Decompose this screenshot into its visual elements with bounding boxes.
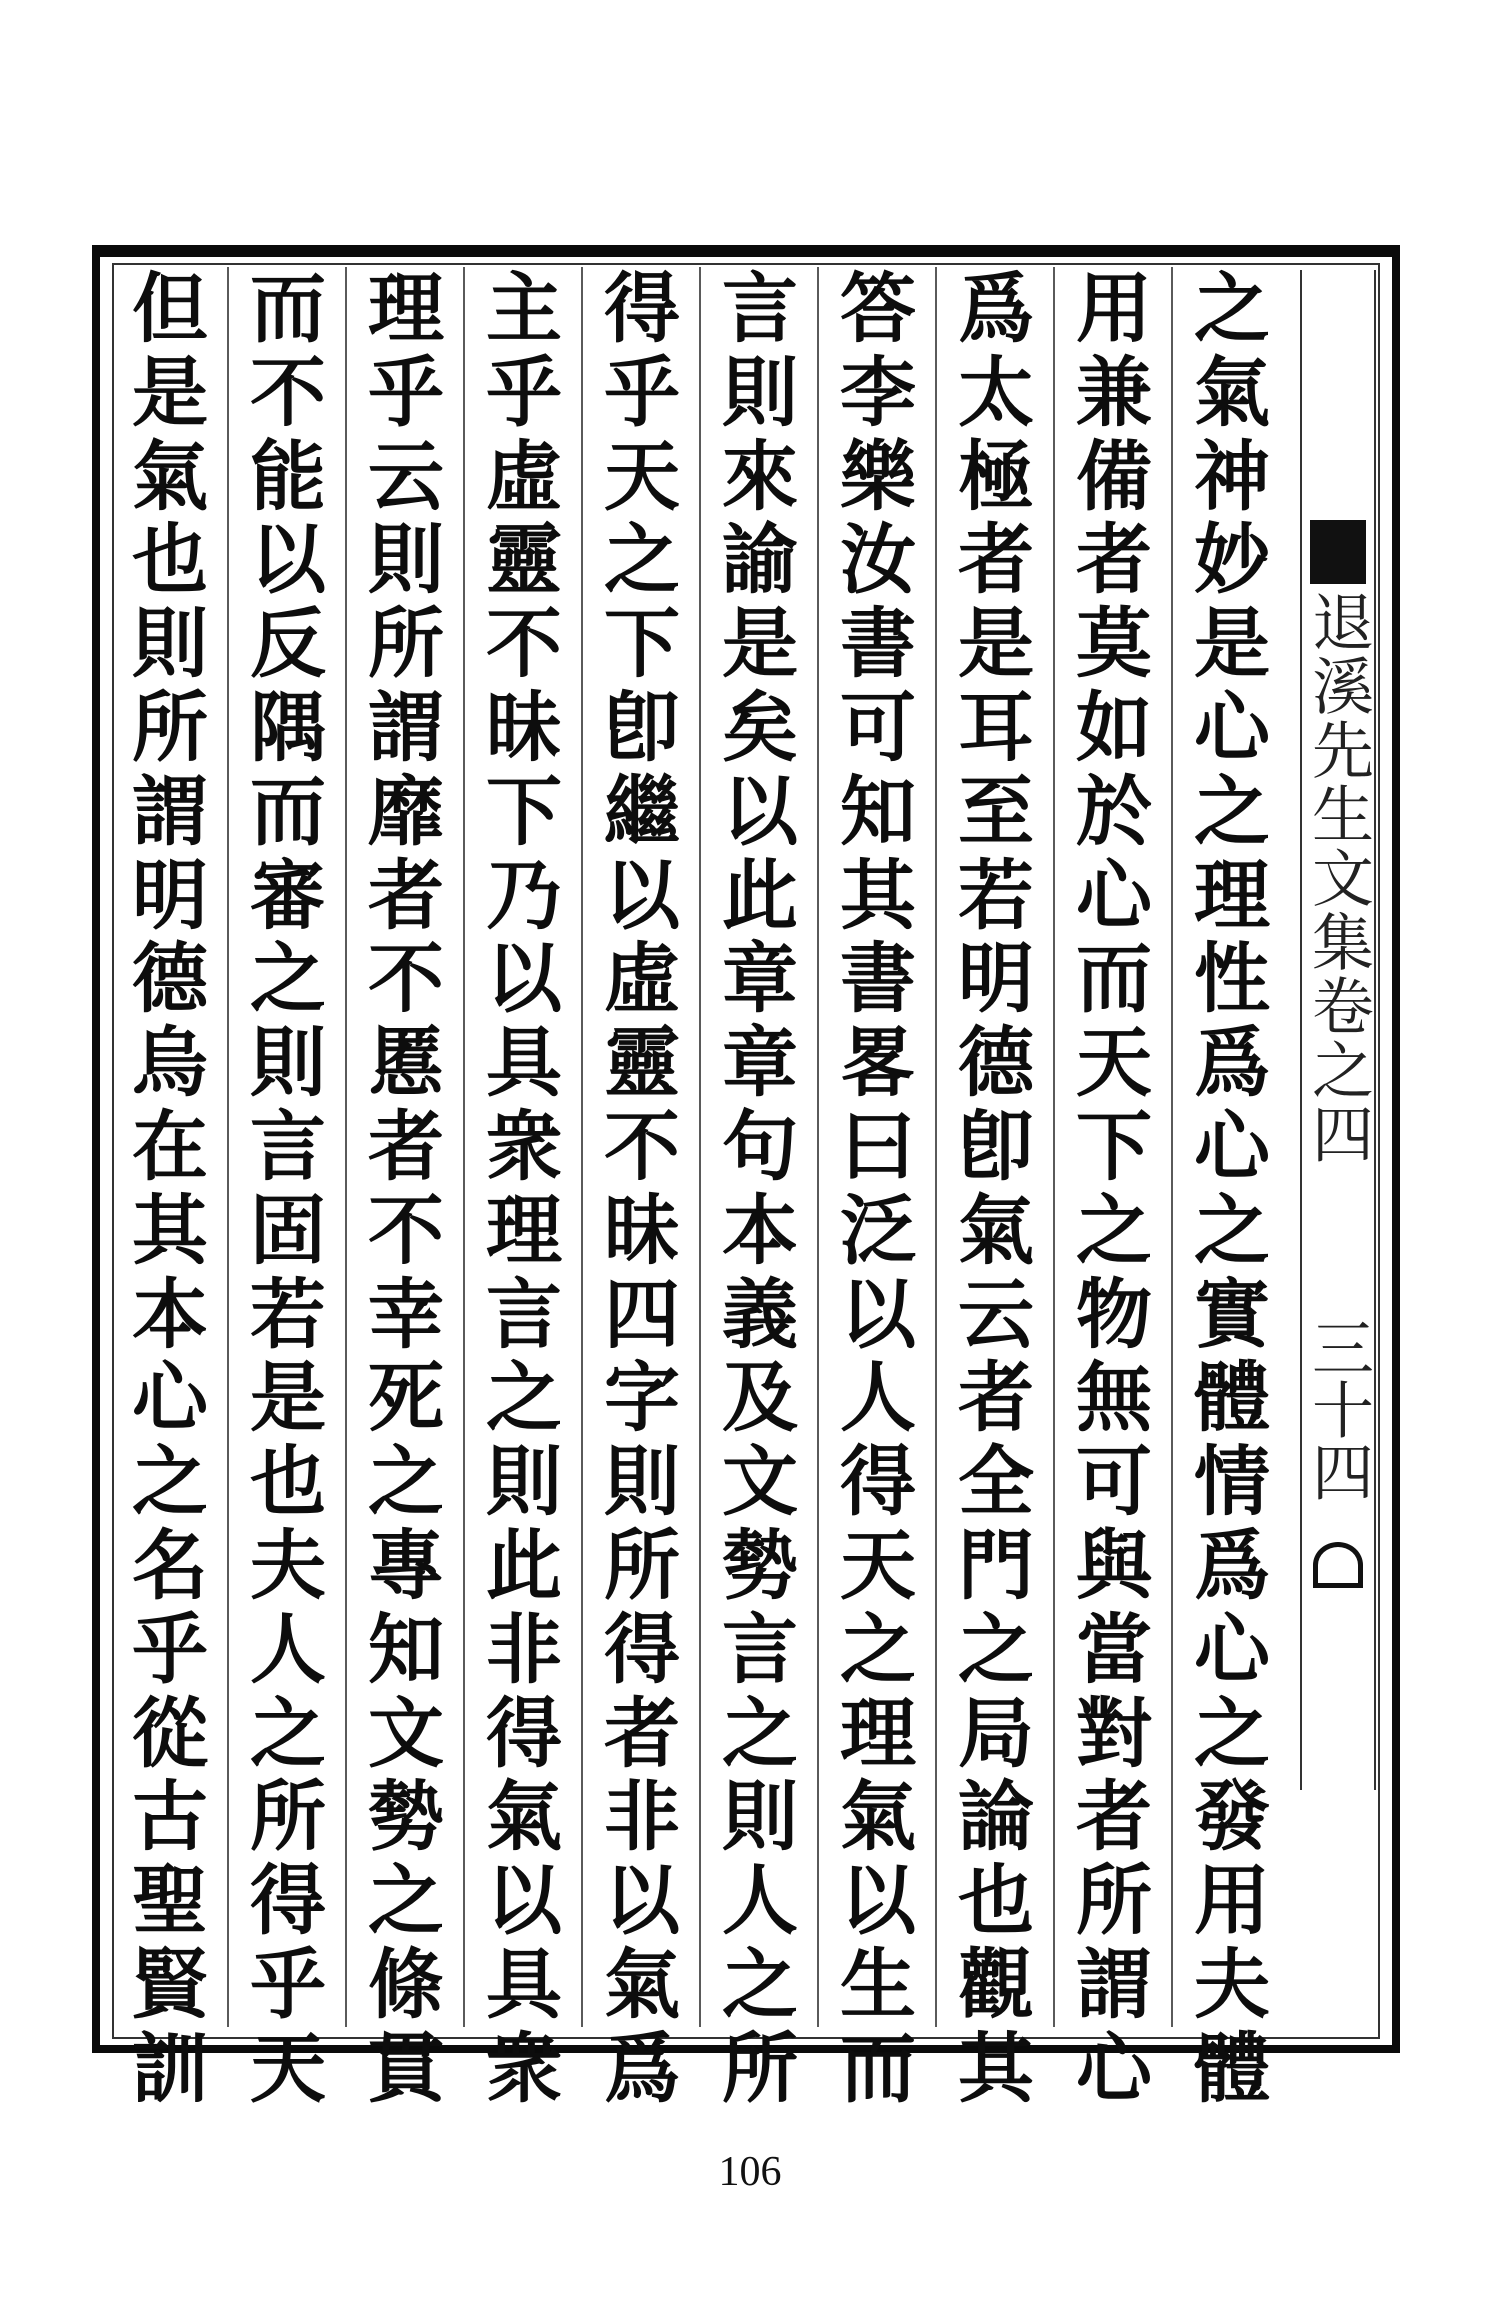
glyph: 言 xyxy=(722,1604,798,1694)
glyph: 而 xyxy=(840,2023,916,2113)
glyph: 乃 xyxy=(486,850,562,940)
glyph: 所 xyxy=(132,682,208,772)
glyph: 者 xyxy=(1076,515,1152,605)
glyph: 夫 xyxy=(1194,1939,1270,2029)
glyph: 心 xyxy=(1194,682,1270,772)
glyph: 虛 xyxy=(604,934,680,1024)
glyph: 者 xyxy=(958,1353,1034,1443)
glyph: 體 xyxy=(1194,2023,1270,2113)
glyph: 從 xyxy=(132,1688,208,1778)
glyph: 明 xyxy=(132,850,208,940)
glyph: 慝 xyxy=(368,1018,444,1108)
glyph: 四 xyxy=(604,1269,680,1359)
glyph: 靈 xyxy=(486,515,562,605)
glyph: 天 xyxy=(604,431,680,521)
glyph: 以 xyxy=(604,850,680,940)
glyph: 云 xyxy=(368,431,444,521)
glyph: 以 xyxy=(604,1856,680,1946)
glyph: 訓 xyxy=(132,2023,208,2113)
glyph: 可 xyxy=(1076,1437,1152,1527)
glyph: 理 xyxy=(1194,850,1270,940)
glyph: 乎 xyxy=(368,347,444,437)
glyph: 氣 xyxy=(958,1185,1034,1275)
glyph: 可 xyxy=(840,682,916,772)
glyph: 人 xyxy=(840,1353,916,1443)
glyph: 以 xyxy=(722,766,798,856)
glyph: 之 xyxy=(1194,1688,1270,1778)
glyph: 幸 xyxy=(368,1269,444,1359)
glyph: 人 xyxy=(722,1856,798,1946)
glyph: 賢 xyxy=(132,1939,208,2029)
glyph: 具 xyxy=(486,1939,562,2029)
glyph: 天 xyxy=(1076,1018,1152,1108)
glyph: 以 xyxy=(486,1856,562,1946)
glyph: 章 xyxy=(722,1018,798,1108)
glyph: 理 xyxy=(486,1185,562,1275)
glyph: 死 xyxy=(368,1353,444,1443)
text-column xyxy=(818,264,938,2113)
glyph: 具 xyxy=(486,1018,562,1108)
glyph: 德 xyxy=(958,1018,1034,1108)
glyph: 之 xyxy=(368,1437,444,1527)
glyph: 而 xyxy=(1076,934,1152,1024)
glyph: 氣 xyxy=(840,1772,916,1862)
glyph: 也 xyxy=(250,1437,326,1527)
glyph: 耳 xyxy=(958,682,1034,772)
glyph: 則 xyxy=(132,599,208,689)
glyph: 章 xyxy=(722,934,798,1024)
glyph: 備 xyxy=(1076,431,1152,521)
glyph: 得 xyxy=(604,264,680,353)
glyph: 謂 xyxy=(368,682,444,772)
glyph: 句 xyxy=(722,1101,798,1191)
glyph: 心 xyxy=(1194,1101,1270,1191)
glyph: 以 xyxy=(250,515,326,605)
glyph: 論 xyxy=(958,1772,1034,1862)
glyph: 昧 xyxy=(604,1185,680,1275)
glyph: 不 xyxy=(368,1185,444,1275)
glyph: 於 xyxy=(1076,766,1152,856)
glyph: 此 xyxy=(486,1520,562,1610)
glyph: 情 xyxy=(1194,1437,1270,1527)
glyph: 李 xyxy=(840,347,916,437)
glyph: 諭 xyxy=(722,515,798,605)
glyph: 言 xyxy=(250,1101,326,1191)
glyph: 衆 xyxy=(486,1101,562,1191)
glyph: 名 xyxy=(132,1520,208,1610)
text-column xyxy=(110,264,230,2113)
glyph: 氣 xyxy=(132,431,208,521)
glyph: 主 xyxy=(486,264,562,353)
glyph: 發 xyxy=(1194,1772,1270,1862)
glyph: 得 xyxy=(250,1856,326,1946)
glyph: 則 xyxy=(722,1772,798,1862)
glyph: 勢 xyxy=(368,1772,444,1862)
center-banner xyxy=(1300,270,1376,1790)
glyph: 不 xyxy=(250,347,326,437)
glyph: 局 xyxy=(958,1688,1034,1778)
glyph: 汝 xyxy=(840,515,916,605)
glyph: 之 xyxy=(1194,766,1270,856)
glyph: 之 xyxy=(250,934,326,1024)
glyph: 來 xyxy=(722,431,798,521)
glyph: 太 xyxy=(958,347,1034,437)
glyph: 矣 xyxy=(722,682,798,772)
glyph: 反 xyxy=(250,599,326,689)
glyph: 得 xyxy=(604,1604,680,1694)
glyph: 也 xyxy=(958,1856,1034,1946)
glyph: 答 xyxy=(840,264,916,353)
glyph: 則 xyxy=(250,1018,326,1108)
glyph: 泛 xyxy=(840,1185,916,1275)
glyph: 所 xyxy=(1076,1856,1152,1946)
glyph: 與 xyxy=(1076,1520,1152,1610)
glyph: 之 xyxy=(1194,1185,1270,1275)
glyph: 則 xyxy=(368,515,444,605)
glyph: 是 xyxy=(1194,599,1270,689)
glyph: 曰 xyxy=(840,1101,916,1191)
glyph: 知 xyxy=(368,1604,444,1694)
glyph: 是 xyxy=(722,599,798,689)
glyph: 本 xyxy=(132,1269,208,1359)
glyph: 所 xyxy=(604,1520,680,1610)
glyph: 門 xyxy=(958,1520,1034,1610)
glyph: 無 xyxy=(1076,1353,1152,1443)
glyph: 畧 xyxy=(840,1018,916,1108)
glyph: 是 xyxy=(132,347,208,437)
glyph: 氣 xyxy=(486,1772,562,1862)
glyph: 乎 xyxy=(250,1939,326,2029)
glyph: 不 xyxy=(604,1101,680,1191)
glyph: 若 xyxy=(250,1269,326,1359)
glyph: 能 xyxy=(250,431,326,521)
glyph: 德 xyxy=(132,934,208,1024)
banner-title: 退溪先生文集卷之四 xyxy=(1301,590,1375,1166)
glyph: 天 xyxy=(840,1520,916,1610)
glyph: 以 xyxy=(840,1856,916,1946)
glyph: 者 xyxy=(368,1101,444,1191)
glyph: 樂 xyxy=(840,431,916,521)
glyph: 極 xyxy=(958,431,1034,521)
glyph: 莫 xyxy=(1076,599,1152,689)
glyph: 烏 xyxy=(132,1018,208,1108)
glyph: 靡 xyxy=(368,766,444,856)
glyph: 衆 xyxy=(486,2023,562,2113)
glyph: 乎 xyxy=(604,347,680,437)
glyph: 繼 xyxy=(604,766,680,856)
glyph: 夫 xyxy=(250,1520,326,1610)
glyph: 乎 xyxy=(486,347,562,437)
glyph: 是 xyxy=(958,599,1034,689)
glyph: 卽 xyxy=(958,1101,1034,1191)
glyph: 之 xyxy=(840,1604,916,1694)
glyph: 以 xyxy=(486,934,562,1024)
glyph: 字 xyxy=(604,1353,680,1443)
glyph: 下 xyxy=(486,766,562,856)
glyph: 本 xyxy=(722,1185,798,1275)
glyph: 則 xyxy=(486,1437,562,1527)
glyph: 者 xyxy=(1076,1772,1152,1862)
glyph: 其 xyxy=(840,850,916,940)
glyph: 得 xyxy=(486,1688,562,1778)
glyph: 之 xyxy=(1194,264,1270,353)
glyph: 用 xyxy=(1076,264,1152,353)
glyph: 卽 xyxy=(604,682,680,772)
glyph: 所 xyxy=(368,599,444,689)
folio-number: 三十四 xyxy=(1301,1316,1375,1502)
glyph: 非 xyxy=(486,1604,562,1694)
glyph: 書 xyxy=(840,934,916,1024)
glyph: 知 xyxy=(840,766,916,856)
glyph: 全 xyxy=(958,1437,1034,1527)
text-column xyxy=(936,264,1056,2113)
text-column xyxy=(346,264,466,2113)
glyph: 當 xyxy=(1076,1604,1152,1694)
glyph: 物 xyxy=(1076,1269,1152,1359)
glyph: 貫 xyxy=(368,2023,444,2113)
glyph: 者 xyxy=(604,1688,680,1778)
glyph: 專 xyxy=(368,1520,444,1610)
glyph: 生 xyxy=(840,1939,916,2029)
glyph: 用 xyxy=(1194,1856,1270,1946)
glyph: 觀 xyxy=(958,1939,1034,2029)
glyph: 心 xyxy=(1076,850,1152,940)
glyph: 爲 xyxy=(1194,1018,1270,1108)
glyph: 得 xyxy=(840,1437,916,1527)
glyph: 之 xyxy=(1076,1185,1152,1275)
glyph: 體 xyxy=(1194,1353,1270,1443)
glyph: 其 xyxy=(132,1185,208,1275)
glyph: 明 xyxy=(958,934,1034,1024)
glyph: 言 xyxy=(486,1269,562,1359)
glyph: 條 xyxy=(368,1939,444,2029)
glyph: 書 xyxy=(840,599,916,689)
glyph: 以 xyxy=(840,1269,916,1359)
glyph: 性 xyxy=(1194,934,1270,1024)
fish-mouth-mark xyxy=(1310,520,1366,584)
glyph: 審 xyxy=(250,850,326,940)
glyph: 謂 xyxy=(132,766,208,856)
glyph: 實 xyxy=(1194,1269,1270,1359)
glyph: 所 xyxy=(722,2023,798,2113)
glyph: 爲 xyxy=(958,264,1034,353)
glyph: 之 xyxy=(722,1688,798,1778)
glyph: 昧 xyxy=(486,682,562,772)
glyph: 虛 xyxy=(486,431,562,521)
glyph: 理 xyxy=(840,1688,916,1778)
glyph: 不 xyxy=(368,934,444,1024)
glyph: 固 xyxy=(250,1185,326,1275)
glyph: 言 xyxy=(722,264,798,353)
glyph: 之 xyxy=(368,1856,444,1946)
glyph: 而 xyxy=(250,264,326,353)
glyph: 理 xyxy=(368,264,444,353)
glyph: 對 xyxy=(1076,1688,1152,1778)
glyph: 者 xyxy=(368,850,444,940)
glyph: 文 xyxy=(722,1437,798,1527)
glyph: 所 xyxy=(250,1772,326,1862)
glyph: 氣 xyxy=(604,1939,680,2029)
glyph: 兼 xyxy=(1076,347,1152,437)
glyph: 在 xyxy=(132,1101,208,1191)
glyph: 但 xyxy=(132,264,208,353)
fishtail-mark-icon xyxy=(1313,1542,1363,1588)
glyph: 至 xyxy=(958,766,1034,856)
glyph: 人 xyxy=(250,1604,326,1694)
glyph: 乎 xyxy=(132,1604,208,1694)
glyph: 之 xyxy=(132,1437,208,1527)
glyph: 若 xyxy=(958,850,1034,940)
glyph: 者 xyxy=(958,515,1034,605)
glyph: 非 xyxy=(604,1772,680,1862)
glyph: 文 xyxy=(368,1688,444,1778)
glyph: 心 xyxy=(1076,2023,1152,2113)
glyph: 不 xyxy=(486,599,562,689)
glyph: 爲 xyxy=(604,2023,680,2113)
glyph: 勢 xyxy=(722,1520,798,1610)
glyph: 之 xyxy=(250,1688,326,1778)
text-column xyxy=(700,264,820,2113)
text-column xyxy=(1172,264,1292,2113)
glyph: 其 xyxy=(958,2023,1034,2113)
glyph: 妙 xyxy=(1194,515,1270,605)
page-number: 106 xyxy=(718,2149,782,2195)
glyph: 而 xyxy=(250,766,326,856)
glyph: 聖 xyxy=(132,1856,208,1946)
glyph: 之 xyxy=(604,515,680,605)
glyph: 是 xyxy=(250,1353,326,1443)
text-column xyxy=(464,264,584,2113)
glyph: 此 xyxy=(722,850,798,940)
glyph: 爲 xyxy=(1194,1520,1270,1610)
glyph: 謂 xyxy=(1076,1939,1152,2029)
text-column xyxy=(582,264,702,2113)
glyph: 之 xyxy=(958,1604,1034,1694)
glyph: 及 xyxy=(722,1353,798,1443)
glyph: 則 xyxy=(604,1437,680,1527)
glyph: 神 xyxy=(1194,431,1270,521)
glyph: 則 xyxy=(722,347,798,437)
glyph: 心 xyxy=(132,1353,208,1443)
glyph: 也 xyxy=(132,515,208,605)
glyph: 如 xyxy=(1076,682,1152,772)
glyph: 心 xyxy=(1194,1604,1270,1694)
glyph: 氣 xyxy=(1194,347,1270,437)
glyph: 云 xyxy=(958,1269,1034,1359)
glyph: 下 xyxy=(1076,1101,1152,1191)
glyph: 之 xyxy=(486,1353,562,1443)
glyph: 之 xyxy=(722,1939,798,2029)
text-column xyxy=(1054,264,1174,2113)
glyph: 隅 xyxy=(250,682,326,772)
text-column xyxy=(228,264,348,2113)
glyph: 靈 xyxy=(604,1018,680,1108)
glyph: 天 xyxy=(250,2023,326,2113)
glyph: 古 xyxy=(132,1772,208,1862)
glyph: 義 xyxy=(722,1269,798,1359)
glyph: 下 xyxy=(604,599,680,689)
